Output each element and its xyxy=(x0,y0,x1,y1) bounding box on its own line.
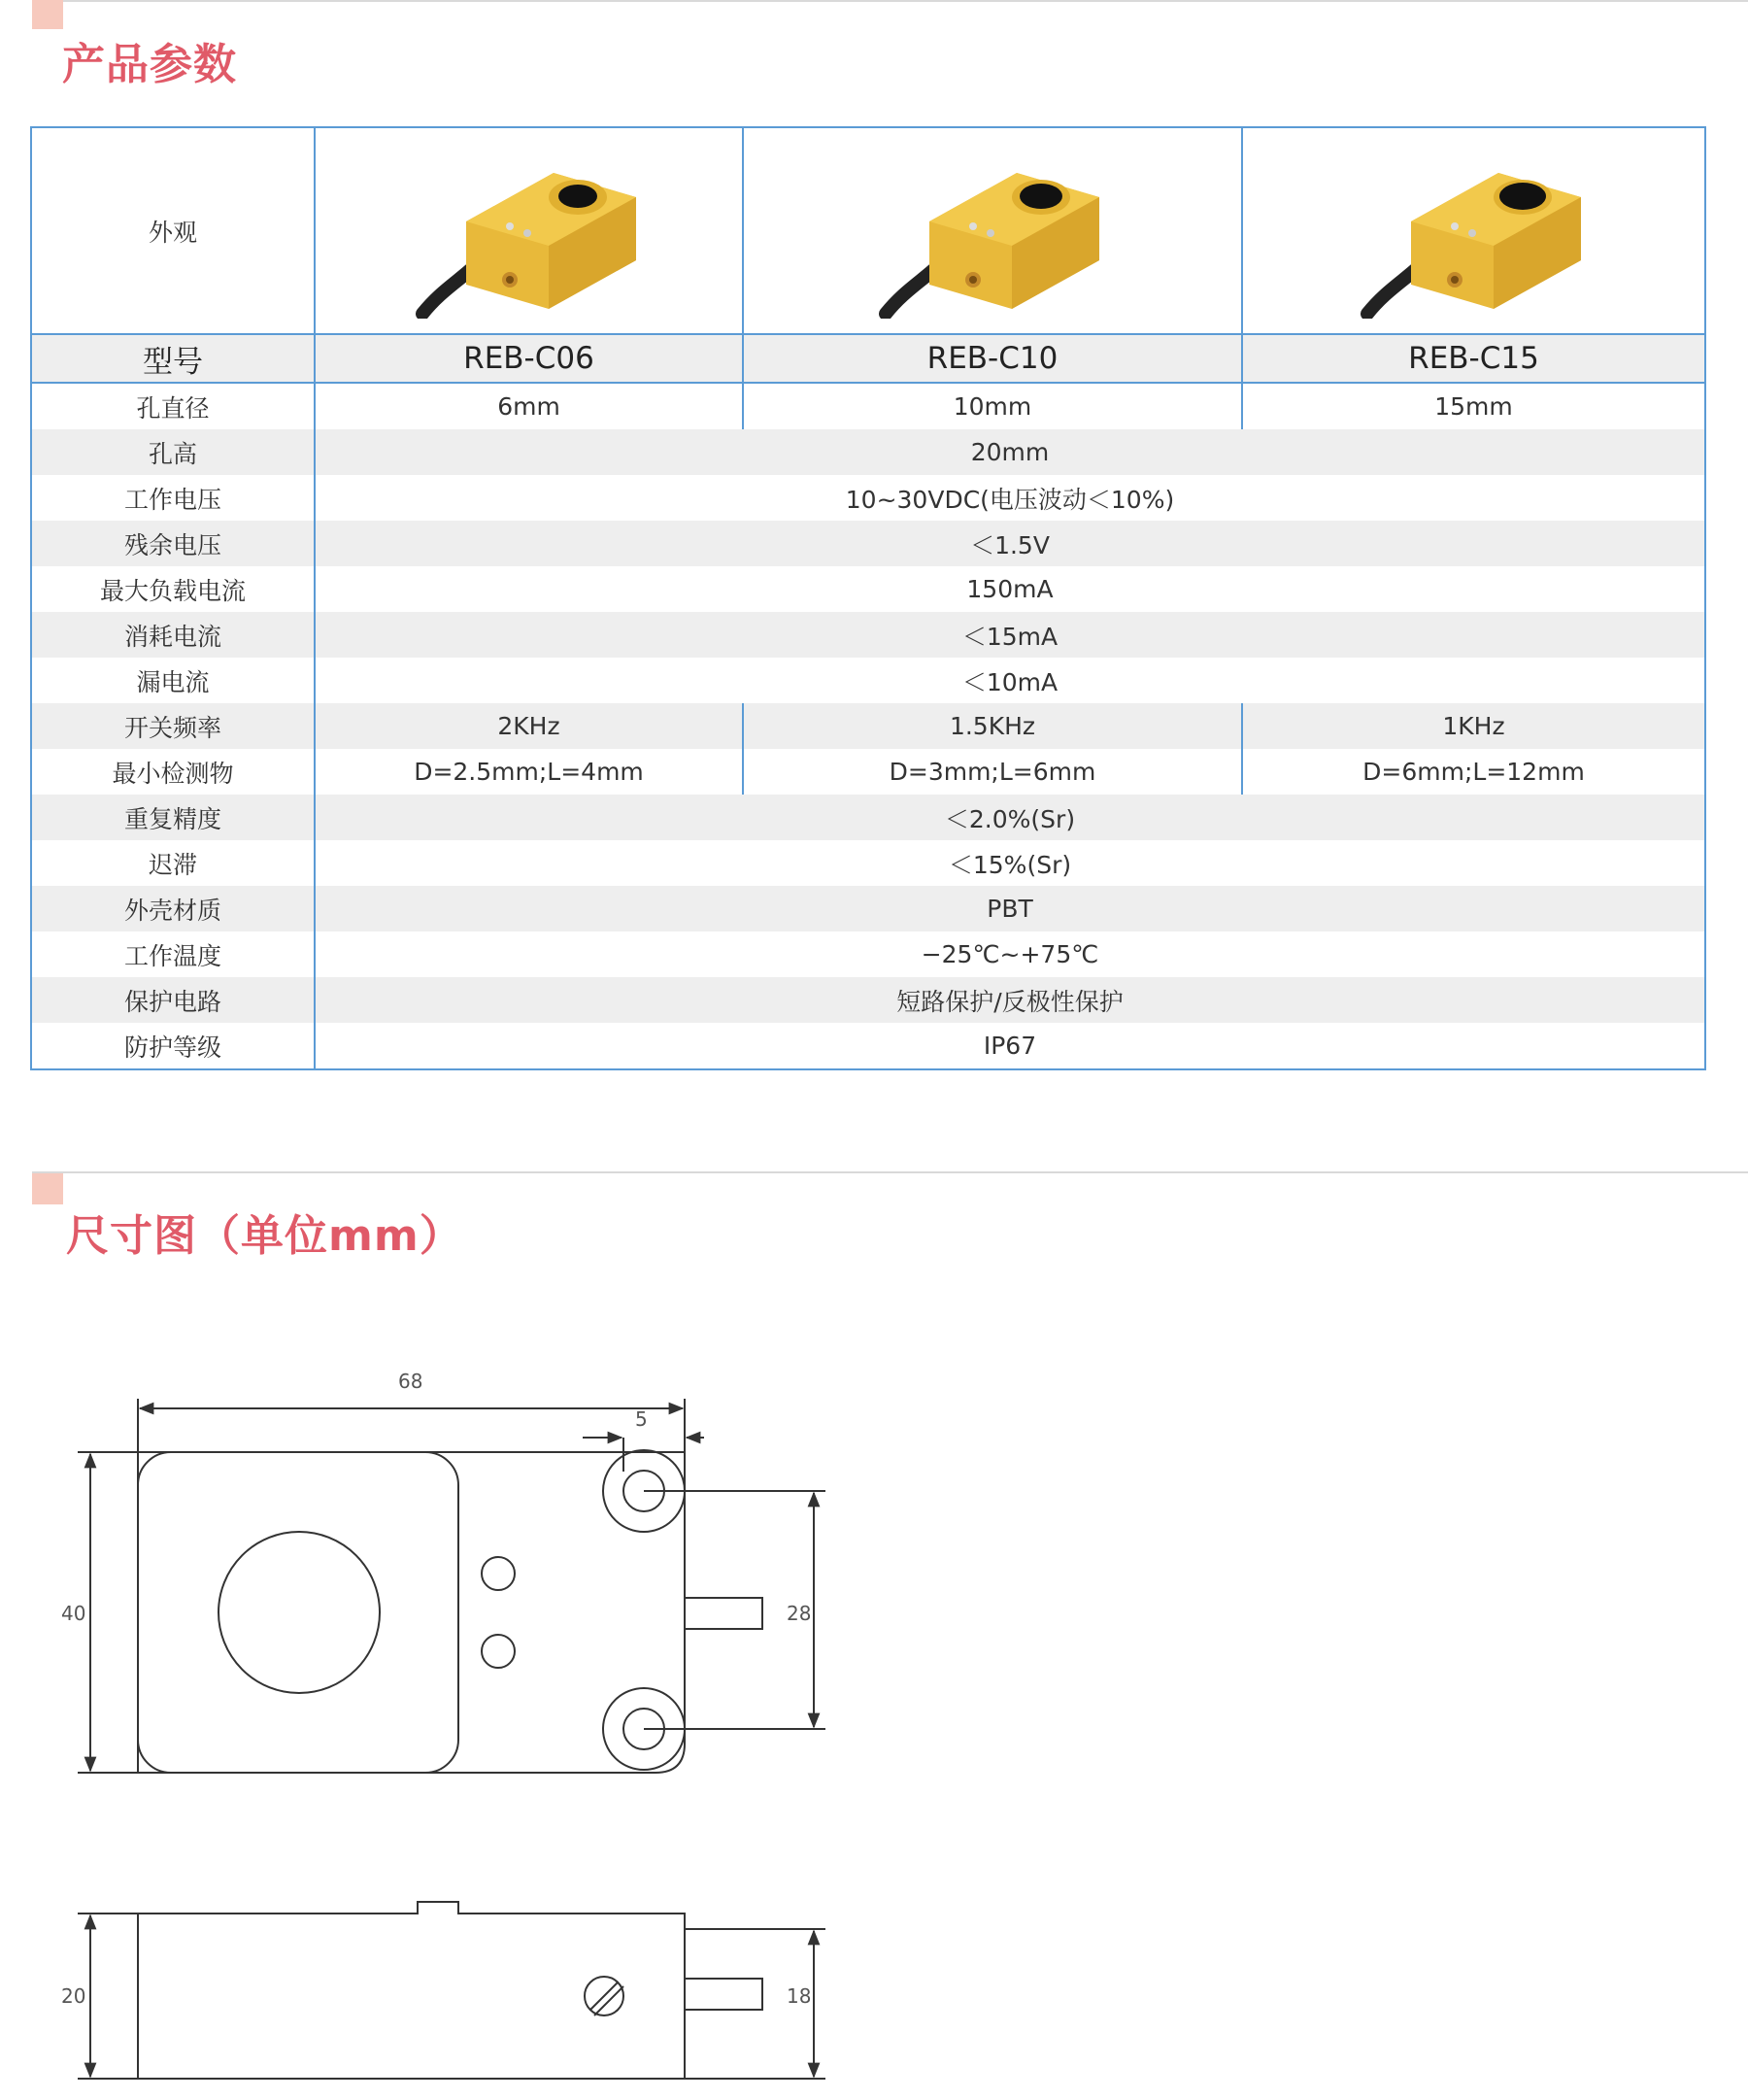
row-label: 孔直径 xyxy=(31,383,315,429)
product-image-c06 xyxy=(315,127,743,334)
table-cell: −25℃~+75℃ xyxy=(921,940,1099,968)
model-cell: REB-C15 xyxy=(1242,334,1705,383)
table-row xyxy=(31,840,1705,886)
table-row xyxy=(31,703,1705,749)
row-label: 外壳材质 xyxy=(31,886,315,931)
table-cell: 20mm xyxy=(315,429,1705,475)
led-hole xyxy=(482,1557,515,1590)
side-view-outline xyxy=(138,1902,685,2079)
dim-height: 40 xyxy=(61,1602,86,1625)
table-row xyxy=(31,795,1705,840)
table-cell: D=6mm;L=12mm xyxy=(1362,758,1585,786)
table-row xyxy=(31,886,1705,931)
table-row xyxy=(31,749,1705,795)
section-divider xyxy=(32,1171,1748,1173)
table-row xyxy=(31,612,1705,658)
table-cell: IP67 xyxy=(983,1032,1037,1060)
row-label: 最大负载电流 xyxy=(31,566,315,612)
table-row xyxy=(31,658,1705,703)
product-image-c15 xyxy=(1242,127,1705,334)
table-cell: D=3mm;L=6mm xyxy=(743,749,1242,795)
dimension-drawing xyxy=(0,1292,874,2100)
model-cell: REB-C10 xyxy=(743,334,1242,383)
table-cell: 150mA xyxy=(966,575,1054,603)
table-cell: ＜15%(Sr) xyxy=(948,850,1072,879)
section-marker xyxy=(32,1173,63,1204)
cable-stub xyxy=(685,1598,762,1629)
table-cell: 1.5KHz xyxy=(743,703,1242,749)
dim-tab: 5 xyxy=(635,1407,648,1431)
table-row xyxy=(31,1023,1705,1069)
side-cable-stub xyxy=(685,1979,762,2010)
top-divider xyxy=(32,0,1748,2)
appearance-row xyxy=(31,127,1705,334)
dim-length: 68 xyxy=(398,1370,423,1393)
dims-title: 尺寸图（单位mm） xyxy=(66,1211,463,1261)
row-label: 消耗电流 xyxy=(31,612,315,658)
row-label: 防护等级 xyxy=(31,1023,315,1069)
table-cell: ＜15mA xyxy=(315,612,1705,658)
dim-side-inner: 18 xyxy=(787,1984,812,2008)
table-row xyxy=(31,931,1705,977)
row-label: 保护电路 xyxy=(31,977,315,1023)
row-label: 开关频率 xyxy=(31,703,315,749)
table-row xyxy=(31,429,1705,475)
table-cell: 2KHz xyxy=(315,703,743,749)
model-row xyxy=(31,334,1705,383)
row-label: 重复精度 xyxy=(31,795,315,840)
yellow-rectangular-sensor-icon xyxy=(1358,144,1591,319)
params-title: 产品参数 xyxy=(62,40,237,89)
dim-side-height: 20 xyxy=(61,1984,86,2008)
row-label: 工作温度 xyxy=(31,931,315,977)
product-image-c10 xyxy=(743,127,1242,334)
table-cell: ＜2.0%(Sr) xyxy=(315,795,1705,840)
row-label: 外观 xyxy=(31,127,315,334)
table-cell: ＜10mA xyxy=(961,667,1059,696)
sensing-hole xyxy=(218,1532,380,1693)
table-cell: 15mm xyxy=(1434,392,1513,421)
section-marker xyxy=(32,0,63,29)
table-cell: 1KHz xyxy=(1242,703,1705,749)
table-cell: 10mm xyxy=(743,383,1242,429)
sensing-face-outline xyxy=(138,1452,458,1773)
table-cell: D=2.5mm;L=4mm xyxy=(315,749,743,795)
table-cell: 6mm xyxy=(315,383,743,429)
table-cell: PBT xyxy=(315,886,1705,931)
yellow-rectangular-sensor-icon xyxy=(876,144,1109,319)
table-row xyxy=(31,977,1705,1023)
table-row xyxy=(31,521,1705,566)
row-label: 型号 xyxy=(31,334,315,383)
row-label: 工作电压 xyxy=(31,475,315,521)
spec-table xyxy=(30,126,1706,1070)
led-hole xyxy=(482,1635,515,1668)
table-row xyxy=(31,475,1705,521)
table-cell: 短路保护/反极性保护 xyxy=(315,977,1705,1023)
row-label: 漏电流 xyxy=(31,658,315,703)
table-row xyxy=(31,383,1705,429)
model-cell: REB-C06 xyxy=(315,334,743,383)
table-cell: 10~30VDC(电压波动＜10%) xyxy=(845,485,1175,514)
row-label: 孔高 xyxy=(31,429,315,475)
table-row xyxy=(31,566,1705,612)
row-label: 最小检测物 xyxy=(31,749,315,795)
dim-pitch: 28 xyxy=(787,1602,812,1625)
row-label: 迟滞 xyxy=(31,840,315,886)
table-cell: ＜1.5V xyxy=(315,521,1705,566)
yellow-rectangular-sensor-icon xyxy=(413,144,646,319)
row-label: 残余电压 xyxy=(31,521,315,566)
